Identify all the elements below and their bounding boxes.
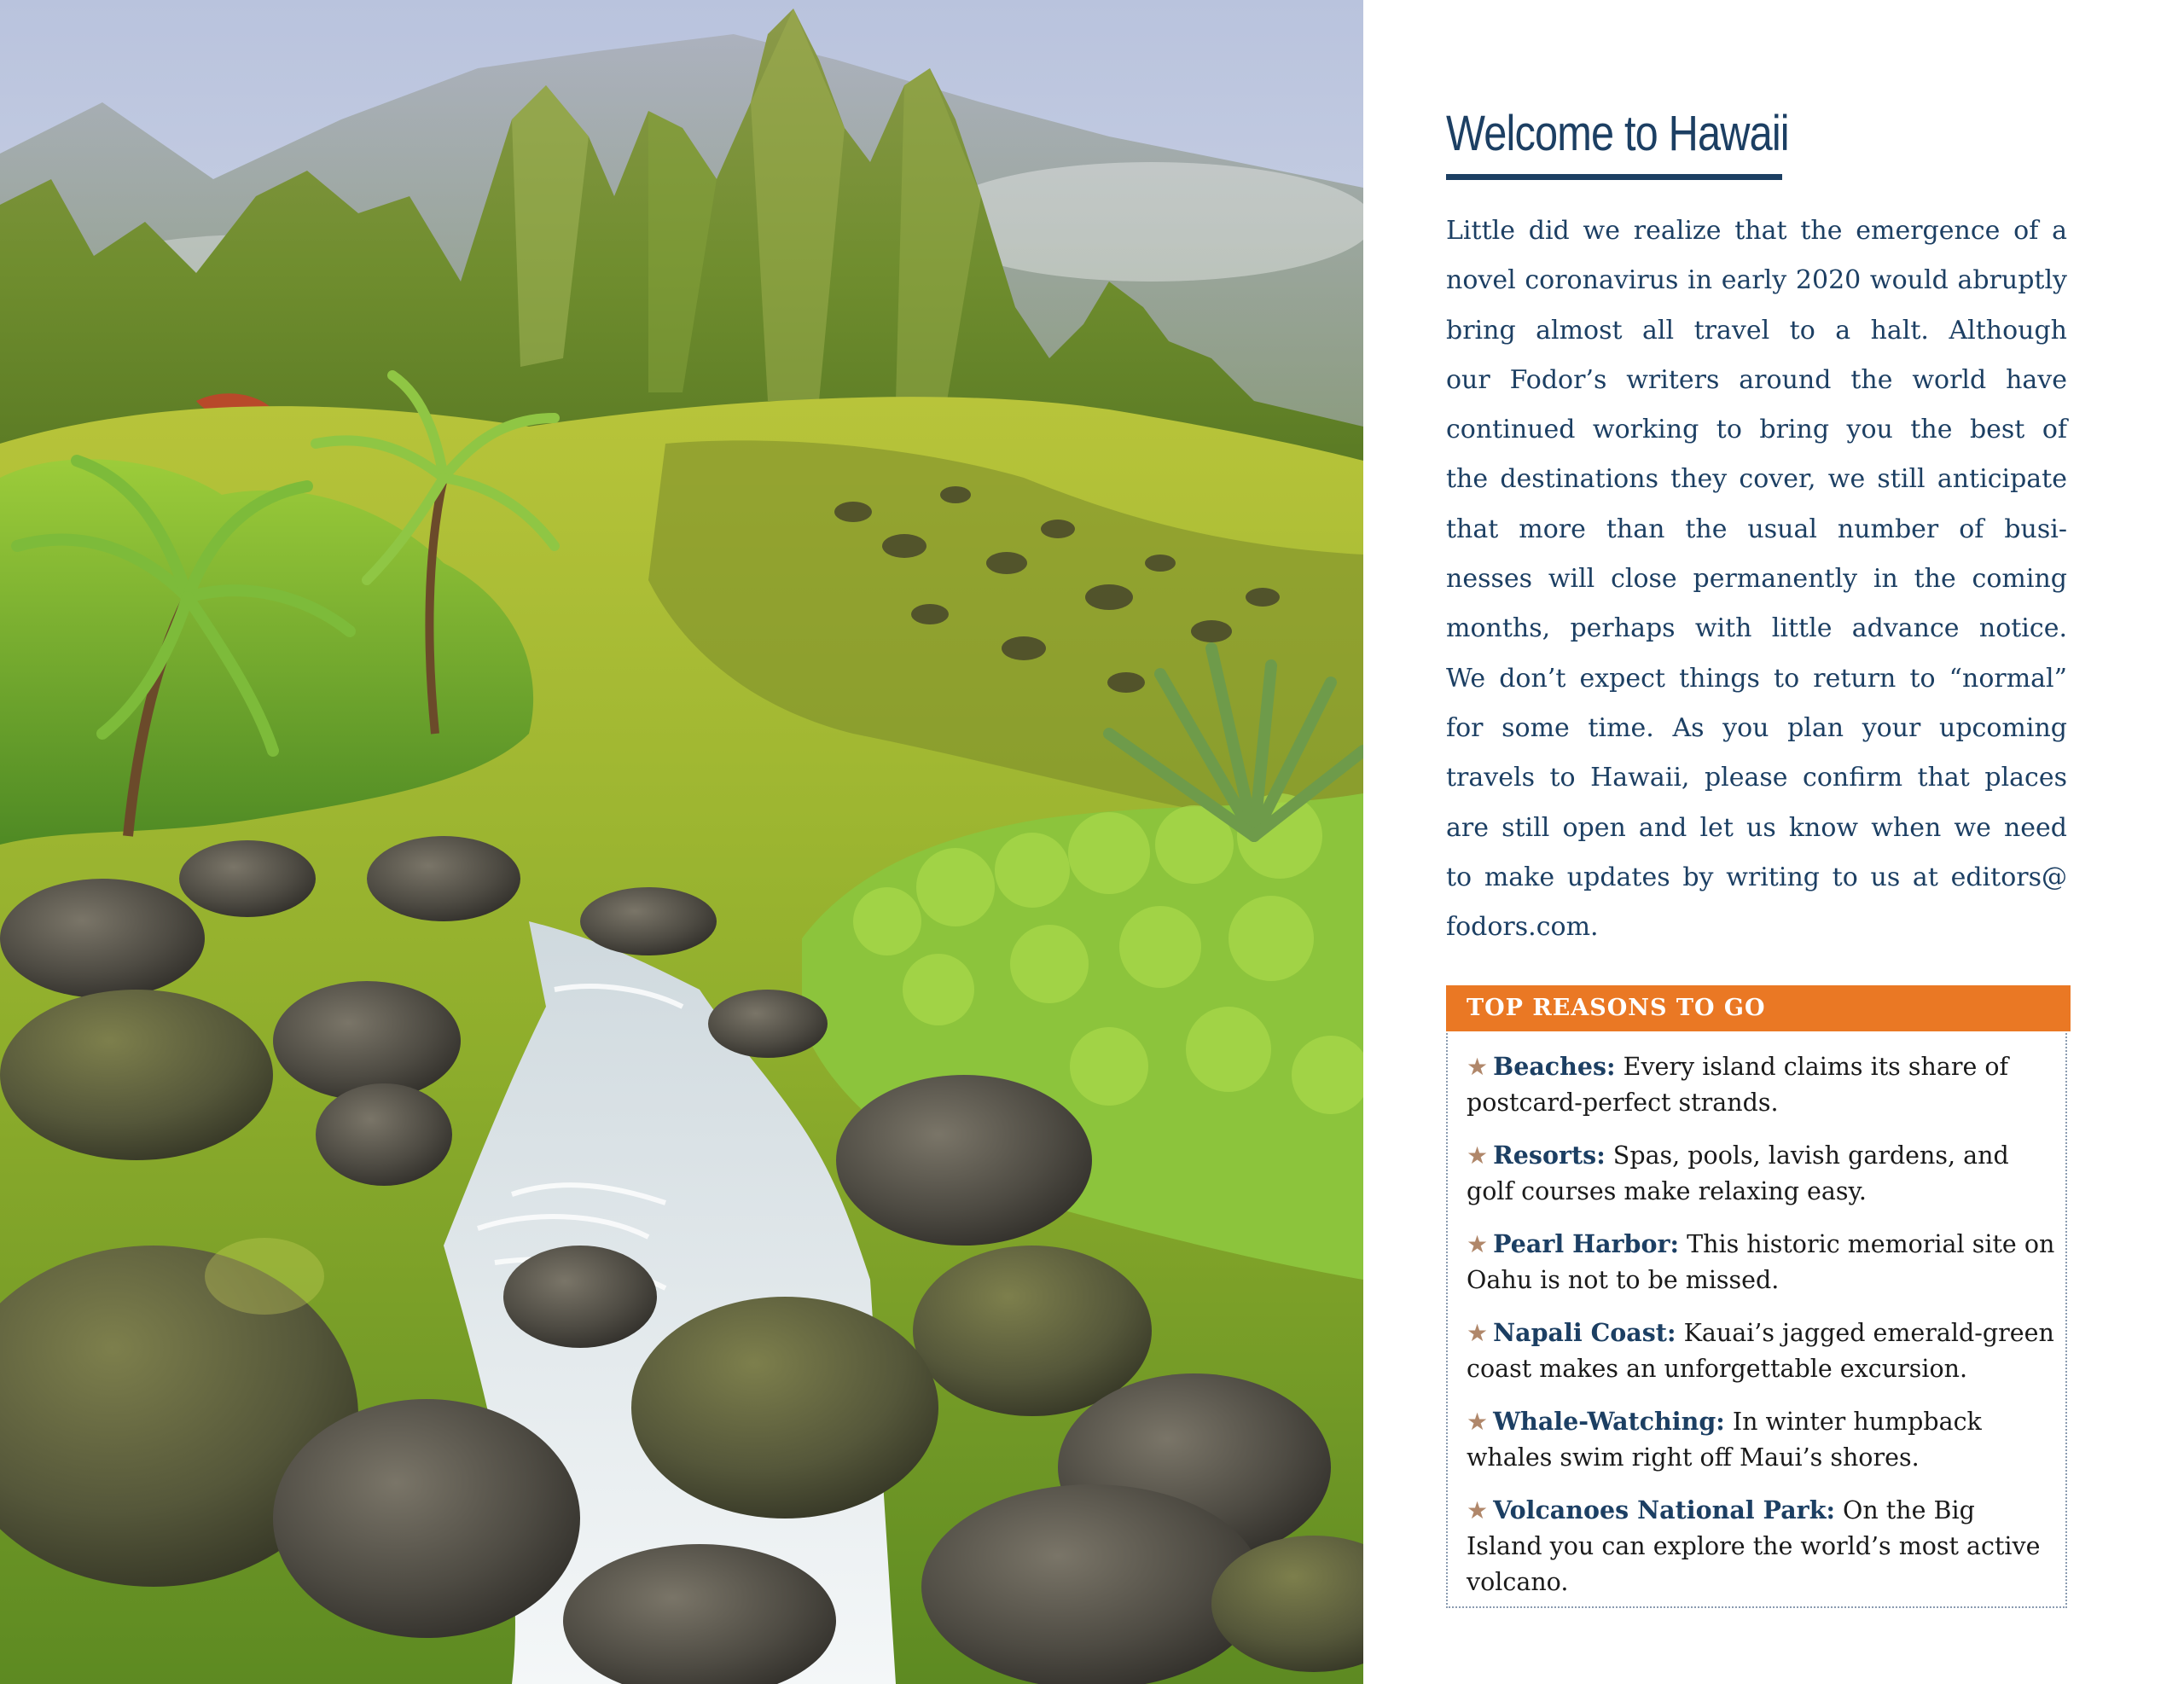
intro-line: continued working to bring you the best of <box>1446 415 2067 445</box>
top-reasons-list <box>1467 1048 2055 1617</box>
intro-line: the destinations they cover, we still anticipate <box>1446 464 2067 495</box>
text-panel <box>1363 0 2184 1684</box>
intro-line: our Fodor’s writers around the world have <box>1446 364 2067 395</box>
reason-text: Kauai’s jagged emerald-green coast makes an unforgettable excursion. <box>1467 1319 2054 1383</box>
intro-line: bring almost all travel to a halt. Although <box>1446 315 2067 346</box>
intro-line: for some time. As you plan your upcoming <box>1446 712 2067 743</box>
intro-line: travels to Hawaii, please confirm that places <box>1446 763 2067 793</box>
intro-line: months, perhaps with little advance notice. <box>1446 613 2067 644</box>
page-title: Welcome to Hawaii <box>1446 106 1789 161</box>
reason-item-resorts <box>1467 1137 2055 1210</box>
reason-title: Beaches: <box>1493 1052 1616 1081</box>
reason-text: In winter humpback whales swim right off Maui’s shores. <box>1467 1408 1982 1472</box>
star-icon: ★ <box>1467 1319 1489 1347</box>
reason-text: Every island claims its share of postcard-perfect strands. <box>1467 1053 2009 1117</box>
intro-line: to make updates by writing to us at editors@ <box>1446 862 2067 892</box>
intro-line: that more than the usual number of busi- <box>1446 514 2067 544</box>
title-underline <box>1446 174 1782 180</box>
reason-text: This historic memorial site on Oahu is not to be missed. <box>1467 1230 2055 1294</box>
reason-title: Volcanoes National Park: <box>1493 1495 1835 1524</box>
intro-line: novel coronavirus in early 2020 would abruptly <box>1446 265 2067 296</box>
star-icon: ★ <box>1467 1141 1489 1170</box>
reason-item-whale-watching <box>1467 1403 2055 1476</box>
intro-paragraph <box>1446 206 2067 952</box>
star-icon: ★ <box>1467 1230 1489 1258</box>
reason-title: Napali Coast: <box>1493 1318 1676 1347</box>
intro-line: Little did we realize that the emergence of a <box>1446 216 2067 246</box>
reason-item-volcanoes-national-park <box>1467 1492 2055 1600</box>
reason-text: Spas, pools, lavish gardens, and golf courses make relaxing easy. <box>1467 1141 2009 1205</box>
intro-line: fodors.com. <box>1446 912 1599 943</box>
reason-title: Whale-Watching: <box>1493 1407 1725 1436</box>
reason-item-pearl-harbor <box>1467 1226 2055 1298</box>
star-icon: ★ <box>1467 1053 1489 1081</box>
reason-title: Resorts: <box>1493 1141 1606 1170</box>
intro-line: We don’t expect things to return to “normal” <box>1446 663 2067 694</box>
reason-text: On the Big Island you can explore the world’s most active volcano. <box>1467 1496 2041 1596</box>
star-icon: ★ <box>1467 1496 1489 1524</box>
top-reasons-header: TOP REASONS TO GO <box>1446 985 2071 1031</box>
intro-line: are still open and let us know when we need <box>1446 812 2067 843</box>
reason-title: Pearl Harbor: <box>1493 1229 1680 1258</box>
top-reasons-box <box>1446 985 2067 1608</box>
intro-line: nesses will close permanently in the coming <box>1446 564 2067 595</box>
star-icon: ★ <box>1467 1408 1489 1436</box>
reason-item-napali-coast <box>1467 1315 2055 1387</box>
reason-item-beaches <box>1467 1048 2055 1121</box>
